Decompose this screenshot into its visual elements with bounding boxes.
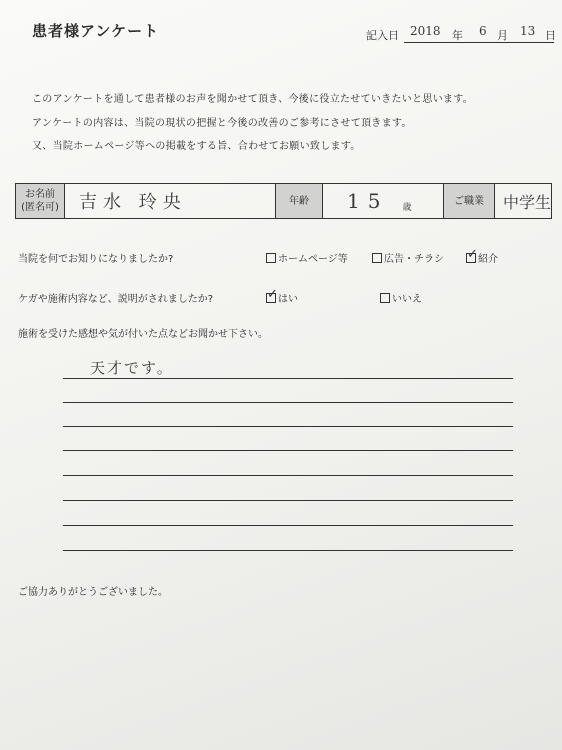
year-value: 2018 — [410, 24, 441, 38]
page-title: 患者様アンケート — [32, 22, 160, 40]
answer-line — [63, 402, 513, 403]
month-unit: 月 — [497, 29, 508, 42]
no-checkbox[interactable] — [380, 293, 390, 303]
option-flyer[interactable] — [372, 250, 444, 265]
age-label: 年齢 — [289, 195, 309, 207]
answer-line — [63, 426, 513, 427]
day-value: 13 — [520, 24, 536, 38]
homepage-option-label: ホームページ等 — [278, 254, 348, 265]
intro-line-2: アンケートの内容は、当院の現状の把握と今後の改善のご参考にさせて頂きます。 — [32, 118, 412, 129]
question-feedback: 施術を受けた感想や気が付いた点などお聞かせ下さい。 — [18, 329, 268, 340]
name-label-cell — [16, 184, 65, 218]
intro-line-3: 又、当院ホームページ等への掲載をする旨、合わせてお願い致します。 — [32, 141, 361, 152]
age-label-cell — [276, 184, 323, 218]
age-unit: 歳 — [402, 202, 412, 213]
option-no[interactable] — [380, 290, 422, 305]
day-unit: 日 — [545, 29, 556, 42]
option-yes[interactable] — [266, 290, 298, 305]
date-underline — [404, 42, 554, 43]
option-homepage[interactable] — [266, 250, 348, 265]
flyer-option-label: 広告・チラシ — [384, 254, 444, 265]
flyer-checkbox[interactable] — [372, 253, 382, 263]
answer-line — [63, 450, 513, 451]
question-source: 当院を何でお知りになりましたか? — [18, 254, 174, 265]
referral-checkbox[interactable] — [466, 253, 476, 263]
month-value: 6 — [479, 24, 487, 38]
occupation-label: ご職業 — [454, 195, 484, 207]
answer-line — [63, 500, 513, 501]
homepage-checkbox[interactable] — [266, 253, 276, 263]
feedback-answer[interactable]: 天才です。 — [90, 359, 174, 377]
answer-line — [63, 550, 513, 551]
age-value: 15 — [347, 189, 389, 213]
age-field[interactable] — [323, 184, 444, 218]
referral-option-label: 紹介 — [478, 254, 498, 265]
occupation-label-cell — [444, 184, 495, 218]
answer-line — [63, 525, 513, 526]
question-explanation: ケガや施術内容など、説明がされましたか? — [18, 294, 214, 305]
answer-line — [63, 378, 513, 379]
patient-info-table — [15, 183, 552, 219]
anonymous-ok-label: (匿名可) — [21, 202, 59, 213]
name-label: お名前 — [25, 189, 55, 200]
yes-option-label: はい — [278, 294, 298, 305]
option-referral[interactable] — [466, 250, 498, 265]
answer-line — [63, 475, 513, 476]
name-value: 吉水 玲央 — [79, 192, 187, 213]
occupation-field[interactable] — [495, 184, 551, 218]
no-option-label: いいえ — [392, 294, 422, 305]
entry-date-label: 記入日 — [366, 29, 399, 42]
yes-checkbox[interactable] — [266, 293, 276, 303]
closing-thanks: ご協力ありがとうございました。 — [18, 587, 168, 598]
year-unit: 年 — [452, 29, 463, 42]
intro-line-1: このアンケートを通して患者様のお声を聞かせて頂き、今後に役立たせていきたいと思います。 — [32, 94, 474, 105]
occupation-value: 中学生 — [503, 192, 552, 212]
name-field[interactable] — [65, 184, 276, 218]
